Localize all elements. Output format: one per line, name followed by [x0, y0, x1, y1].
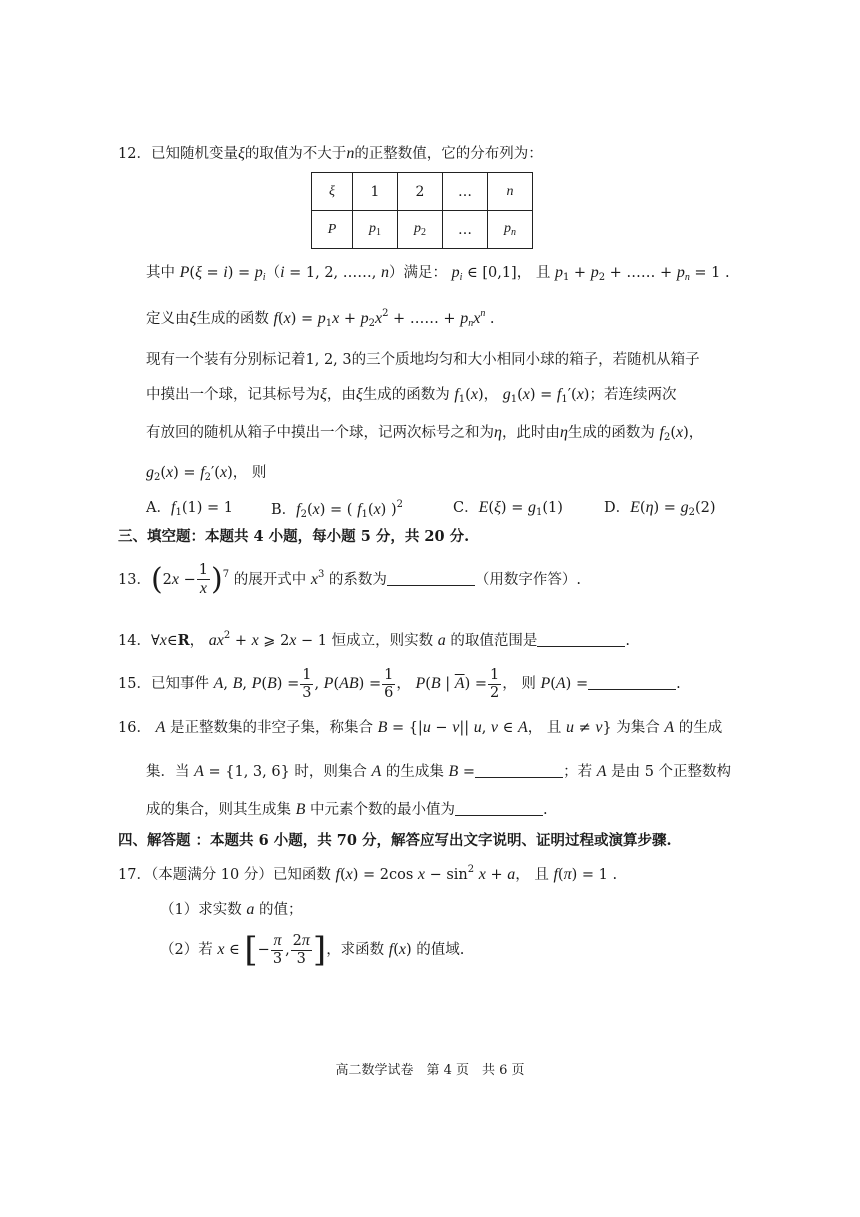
fraction: $\frac{1}{2}$ [489, 667, 500, 701]
table-cell: $p_1$ [353, 211, 398, 249]
table-cell: $p_n$ [488, 211, 533, 249]
table-row [312, 173, 533, 211]
table-cell: … [443, 211, 488, 249]
fraction: $\frac{1}{6}$ [384, 667, 394, 701]
fraction: $\frac{1}{x}$ [198, 562, 209, 597]
table-cell: $p_2$ [398, 211, 443, 249]
q16-line2: 集．当 A = {1, 3, 6} 时，则集合 A 的生成集 B = ；若 A 是由 5 个正整数构 [146, 763, 732, 780]
q12-line4: 现有一个装有分别标记着1, 2, 3的三个质地均匀和大小相同小球的箱子，若随机从箱子 [146, 352, 700, 368]
q15: 15．已知事件 A, B, P(B) = $\frac{1}{3}$ , P(AB) = $\frac{1}{6}$ ， P(B | $\overline{A}$) = $\frac{1}{2}$ ， 则 P(A) = . [118, 667, 681, 701]
table-cell: ξ [312, 173, 353, 211]
answer-blank[interactable] [475, 763, 563, 778]
q12-option-b: B．$f_2(x)$ = ( $f_1(x)$ )$^2$ [271, 499, 403, 520]
q12-option-d: D．$E(\eta) = g_2(2)$ [604, 499, 716, 518]
table-cell: n [488, 173, 533, 211]
section-heading-fill-blank: 三、填空题：本题共 4 小题，每小题 5 分，共 20 分. [118, 528, 470, 545]
fraction: $\frac{\pi}{3}$ [272, 932, 283, 968]
q12-option-c: C．$E(\xi) = g_1(1)$ [453, 499, 563, 518]
q12-option-a: A．$f_1(1) = 1$ [146, 499, 233, 518]
answer-blank[interactable] [455, 801, 543, 816]
q12-line6: 有放回的随机从箱子中摸出一个球，记两次标号之和为η，此时由η生成的函数为 $f_2(x)$， [146, 424, 704, 443]
table-cell: … [443, 173, 488, 211]
distribution-table [311, 172, 533, 249]
q16-line3: 成的集合，则其生成集 B 中元素个数的最小值为 . [146, 801, 548, 818]
fraction: $\frac{1}{3}$ [302, 667, 312, 701]
table-cell: 1 [353, 173, 398, 211]
q17-part1: （1）求实数 a 的值； [160, 901, 303, 918]
fraction: $\frac{2\pi}{3}$ [292, 932, 310, 968]
table-row [312, 211, 533, 249]
q12-line5: 中摸出一个球，记其标号为ξ，由ξ生成的函数为 $f_1(x)$， $g_1(x) = f_1'(x)$；若连续两次 [146, 386, 677, 405]
answer-blank[interactable] [537, 632, 625, 647]
q12-line2: 其中 $P(\xi = i) = p_i(i = 1$, 2, ……, n）满足： $p_i$ ∈ [0,1]， 且 $p_1 + p_2$ + …… + $p_n = 1$ . [146, 264, 730, 283]
q12-stem: 12．已知随机变量ξ的取值为不大于n的正整数值，它的分布列为： [118, 145, 543, 162]
table-cell: 2 [398, 173, 443, 211]
q16-line1: 16． A 是正整数集的非空子集，称集合 B = {|u − v|| u, v ∈ A， 且 u ≠ v} 为集合 A 的生成 [118, 719, 723, 736]
table-cell: P [312, 211, 353, 249]
q12-line3: 定义由ξ生成的函数 $f(x) = p_1x + p_2x^2$ + …… + $p_nx^n$ . [146, 308, 495, 329]
q17-stem: 17．（本题满分 10 分）已知函数 f(x) = 2cos $x - \sin^2 x + a$， 且 f(π) = 1 . [118, 864, 618, 883]
q17-part2: （2）若 x ∈ [− $\frac{\pi}{3}$ , $\frac{2\pi}{3}$ ]，求函数 f(x) 的值域. [160, 930, 465, 971]
page-footer: 高二数学试卷 第 4 页 共 6 页 [335, 1063, 525, 1078]
q14: 14．∀x∈R， $ax^2 + x$ ⩾ 2x − 1 恒成立，则实数 a 的取值范围是 . [118, 630, 630, 649]
section-heading-answer: 四、解答题 ：本题共 6 小题，共 70 分，解答应写出文字说明、证明过程或演算步骤. [118, 832, 672, 849]
q12-line7: $g_2(x) = f_2'(x)$， 则 [146, 464, 267, 483]
q13: 13．(2x − $\frac{1}{x}$ )$^7$ 的展开式中 $x^3$ 的系数为 （用数字作答）. [118, 562, 582, 598]
answer-blank[interactable] [387, 571, 475, 586]
answer-blank[interactable] [588, 675, 676, 690]
